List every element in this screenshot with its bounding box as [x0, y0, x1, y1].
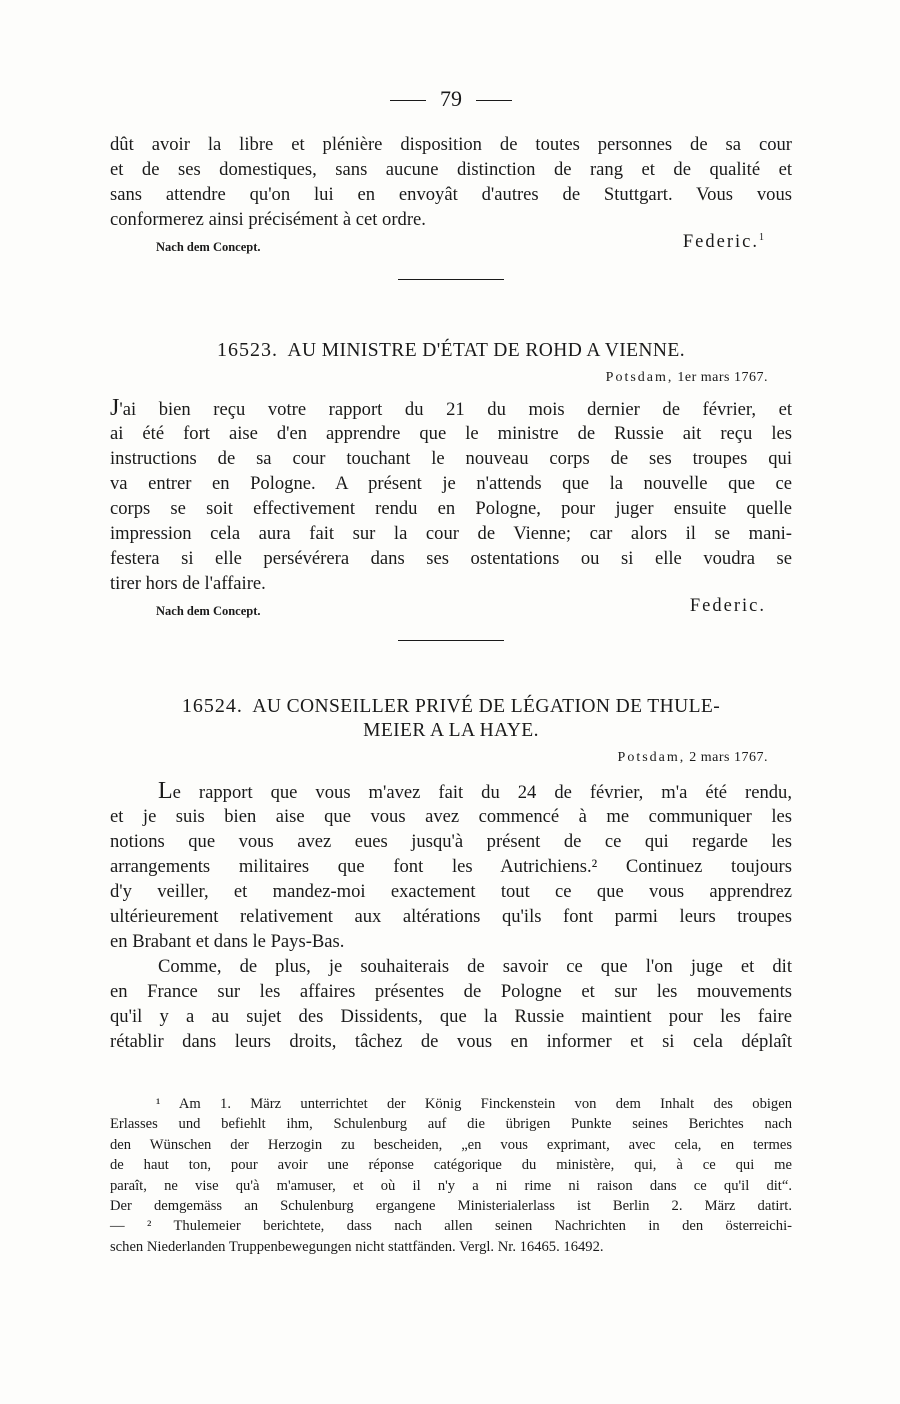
text-line: va entrer en Pologne. A présent je n'attends que la nouvelle que ce	[110, 473, 792, 494]
text-line: festera si elle persévérera dans ses ostentations ou si elle voudra se	[110, 548, 792, 569]
text-line-content: 'ai bien reçu votre rapport du 21 du mois dernier de février, et	[119, 399, 792, 420]
page-header	[110, 86, 792, 112]
source-note: Nach dem Concept.	[156, 604, 261, 618]
page-number: 79	[440, 86, 462, 111]
text-line: d'y veiller, et mandez-moi exactement tout ce que vous apprendrez	[110, 881, 792, 902]
text-line: ultérieurement relativement aux altérations qu'ils font parmi leurs troupes	[110, 906, 792, 927]
text-line: rétablir dans leurs droits, tâchez de vous en informer et si cela déplaît	[110, 1031, 792, 1052]
dateline-place: Potsdam,	[605, 370, 674, 385]
section-divider	[398, 279, 504, 280]
letter-number: 16523.	[217, 339, 278, 361]
text-line: arrangements militaires que font les Autrichiens.² Continuez toujours	[110, 856, 792, 877]
footnote-line: schen Niederlanden Truppenbewegungen nicht stattfänden. Vergl. Nr. 16465. 16492.	[110, 1238, 604, 1255]
footnote-line: Der demgemäss an Schulenburg ergangene Ministerialerlass ist Berlin 2. März datirt.	[110, 1197, 792, 1214]
text-line: conformerez ainsi précisément à cet ordre.	[110, 209, 426, 230]
signature: Federic.	[689, 596, 766, 616]
footnote-line: den Wünschen der Herzogin zu bescheiden, „en vous exprimant, avec cela, en termes	[110, 1136, 792, 1153]
drop-letter: L	[158, 778, 173, 804]
text-line: tirer hors de l'affaire.	[110, 573, 266, 594]
dateline	[606, 370, 768, 386]
text-line: notions que vous avez eues jusqu'à présent de ce qui regarde les	[110, 831, 792, 852]
text-line	[110, 396, 792, 421]
section-divider	[398, 640, 504, 641]
footnote-line: ¹ Am 1. März unterrichtet der König Finckenstein von dem Inhalt des obigen	[156, 1096, 792, 1112]
dateline-place: Potsdam,	[617, 750, 686, 765]
letter-body	[110, 779, 792, 1054]
footnote-mark: 1	[759, 232, 764, 243]
text-line: dût avoir la libre et plénière disposition de toutes personnes de sa cour	[110, 134, 792, 155]
footnote-line: de haut ton, pour avoir une réponse catégorique du ministère, qui, à ce qui me	[110, 1157, 792, 1174]
footnotes	[110, 1094, 792, 1257]
letter-number: 16524.	[181, 695, 243, 717]
text-line: ai été fort aise d'en apprendre que le ministre de Russie ait reçu les	[110, 423, 792, 444]
source-note: Nach dem Concept.	[156, 240, 261, 254]
letter-heading	[110, 338, 792, 363]
text-line: en Brabant et dans le Pays-Bas.	[110, 931, 345, 952]
dateline-date: 2 mars 1767.	[689, 750, 768, 765]
letter-title: AU CONSEILLER PRIVÉ DE LÉGATION DE THULE-	[252, 696, 721, 717]
signature-text: Federic.	[682, 232, 759, 253]
letter-heading	[110, 694, 792, 743]
text-line: sans attendre qu'on lui en envoyât d'autres de Stuttgart. Vous vous	[110, 184, 792, 205]
dateline	[618, 750, 768, 766]
text-line	[110, 779, 792, 804]
text-line: en France sur les affaires présentes de Pologne et sur les mouvements	[110, 981, 792, 1002]
text-line: Comme, de plus, je souhaiterais de savoir ce que l'on juge et dit	[158, 956, 792, 977]
text-line: impression cela aura fait sur la cour de Vienne; car alors il se mani-	[110, 523, 792, 544]
footnote-line: Erlasses und befiehlt ihm, Schulenburg auf die übrigen Punkte seines Berichtes nach	[110, 1116, 792, 1133]
text-line: corps se soit effectivement rendu en Pologne, pour juger ensuite quelle	[110, 498, 792, 519]
text-line: qu'il y a au sujet des Dissidents, que la Russie maintient pour les faire	[110, 1006, 792, 1027]
signature	[683, 232, 764, 253]
text-line: et je suis bien aise que vous avez commencé à me communiquer les	[110, 806, 792, 827]
header-dash-right	[476, 100, 512, 101]
text-line: et de ses domestiques, sans aucune distinction de rang et de qualité et	[110, 159, 792, 180]
text-line: instructions de sa cour touchant le nouveau corps de ses troupes qui	[110, 448, 792, 469]
dateline-date: 1er mars 1767.	[677, 370, 768, 385]
letter-title: AU MINISTRE D'ÉTAT DE ROHD A VIENNE.	[287, 340, 685, 361]
drop-letter: J	[110, 395, 120, 421]
text-line-content: e rapport que vous m'avez fait du 24 de février, m'a été rendu,	[172, 782, 792, 803]
header-dash-left	[390, 100, 426, 101]
letter-body	[110, 396, 792, 596]
footnote-line: paraît, ne vise qu'à m'amuser, et où il n'y a ni rime ni raison dans ce qu'il dit“.	[110, 1177, 792, 1194]
document-page	[110, 0, 792, 1404]
letter-title-continued: MEIER A LA HAYE.	[363, 720, 539, 741]
footnote-line: — ² Thulemeier berichtete, dass nach allen seinen Nachrichten in den österreichi-	[110, 1218, 792, 1235]
intro-paragraph	[110, 132, 792, 232]
